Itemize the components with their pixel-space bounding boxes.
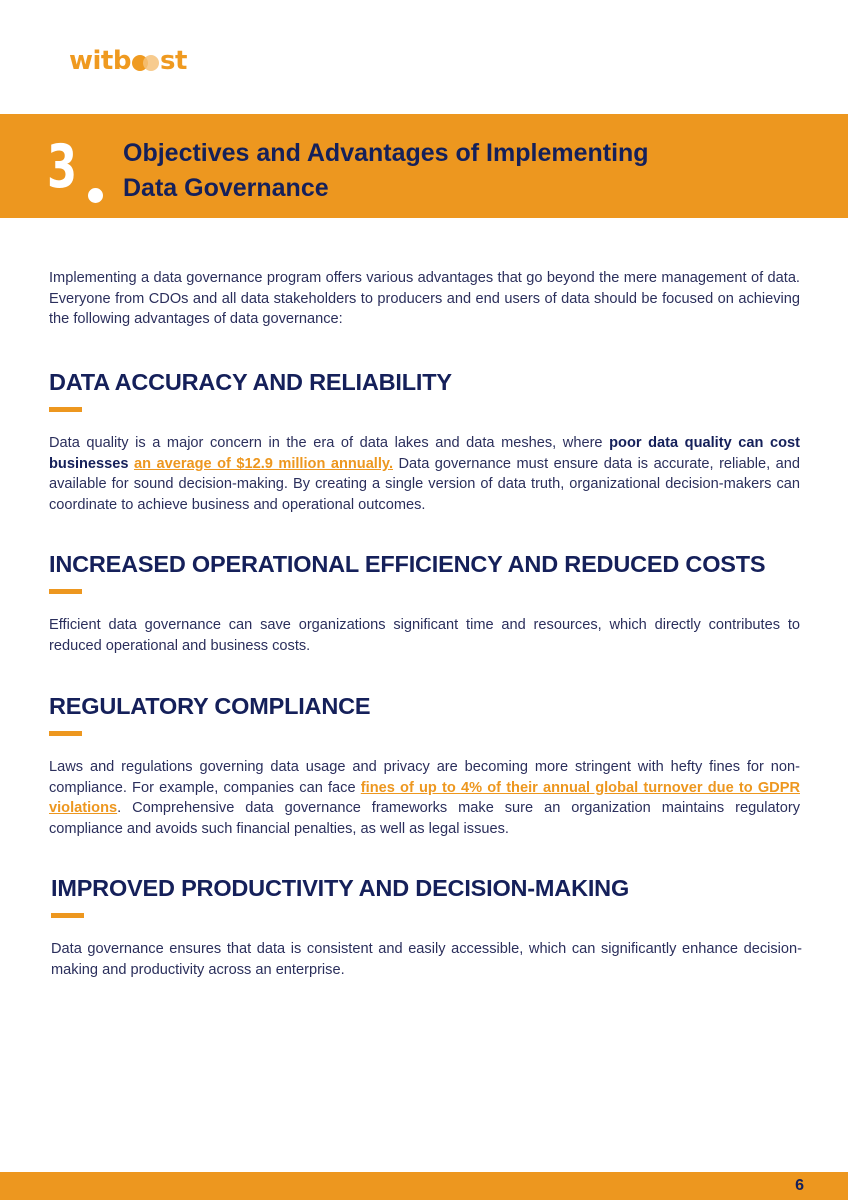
heading-underline-rule (49, 589, 82, 594)
page-footer-band (0, 1172, 848, 1200)
text: Data quality is a major concern in the era of data lakes and data meshes, where (49, 435, 610, 451)
heading-underline-rule (49, 731, 82, 736)
section-heading: DATA ACCURACY AND RELIABILITY (49, 369, 452, 395)
chapter-header-band (0, 114, 848, 218)
chapter-title (123, 136, 803, 206)
heading-underline-rule (49, 407, 82, 412)
section-regulatory-compliance (49, 692, 800, 840)
heading-underline-rule (51, 913, 84, 918)
logo-oo-mark-icon (132, 51, 159, 71)
section-heading: REGULATORY COMPLIANCE (49, 693, 371, 719)
section-paragraph: Efficient data governance can save organizations significant time and resources, which directly contributes to reduced operational and business costs. (49, 617, 800, 654)
chapter-number: 3 (47, 132, 77, 202)
section-improved-productivity (51, 874, 802, 980)
text: Data governance must ensure data is accurate, reliable, and available for sound decision-making. By creating a single version of data truth, organizational decision-makers can coordinate to achieve business and operational outcomes. (49, 455, 800, 514)
logo-text-suffix: st (159, 46, 187, 76)
text: . Comprehensive data governance frameworks make sure an organization maintains regulatory compliance and avoids such financial penalties, as well as legal issues. (49, 800, 800, 838)
section-paragraph (49, 757, 800, 840)
chapter-number-dot (88, 188, 103, 203)
page-number: 6 (795, 1177, 804, 1194)
cost-statistic-link[interactable]: an average of $12.9 million annually. (133, 455, 394, 472)
witboost-logo (69, 46, 187, 76)
chapter-title-line-1: Objectives and Advantages of Implementing (123, 139, 649, 167)
section-heading: IMPROVED PRODUCTIVITY AND DECISION-MAKING (51, 875, 630, 901)
intro-paragraph: Implementing a data governance program offers various advantages that go beyond the mere management of data. Everyone from CDOs and all data stakeholders to producers and end users of data should be focused on achieving the following advantages of data governance: (49, 270, 800, 328)
chapter-title-line-2: Data Governance (123, 174, 329, 202)
logo-text-prefix: witb (69, 46, 131, 76)
section-operational-efficiency (49, 550, 800, 656)
section-data-accuracy (49, 368, 800, 516)
intro-block (49, 268, 800, 330)
bold-text: poor data quality can cost businesses (49, 435, 800, 472)
section-paragraph (49, 433, 800, 516)
text: Laws and regulations governing data usage and privacy are becoming more stringent with hefty fines for non-compliance. For example, companies can face (49, 759, 800, 796)
section-heading: INCREASED OPERATIONAL EFFICIENCY AND REDUCED COSTS (49, 551, 766, 577)
gdpr-fines-link[interactable]: fines of up to 4% of their annual global turnover due to GDPR violations (49, 779, 800, 817)
section-paragraph: Data governance ensures that data is consistent and easily accessible, which can significantly enhance decision-making and productivity across an enterprise. (51, 941, 802, 978)
